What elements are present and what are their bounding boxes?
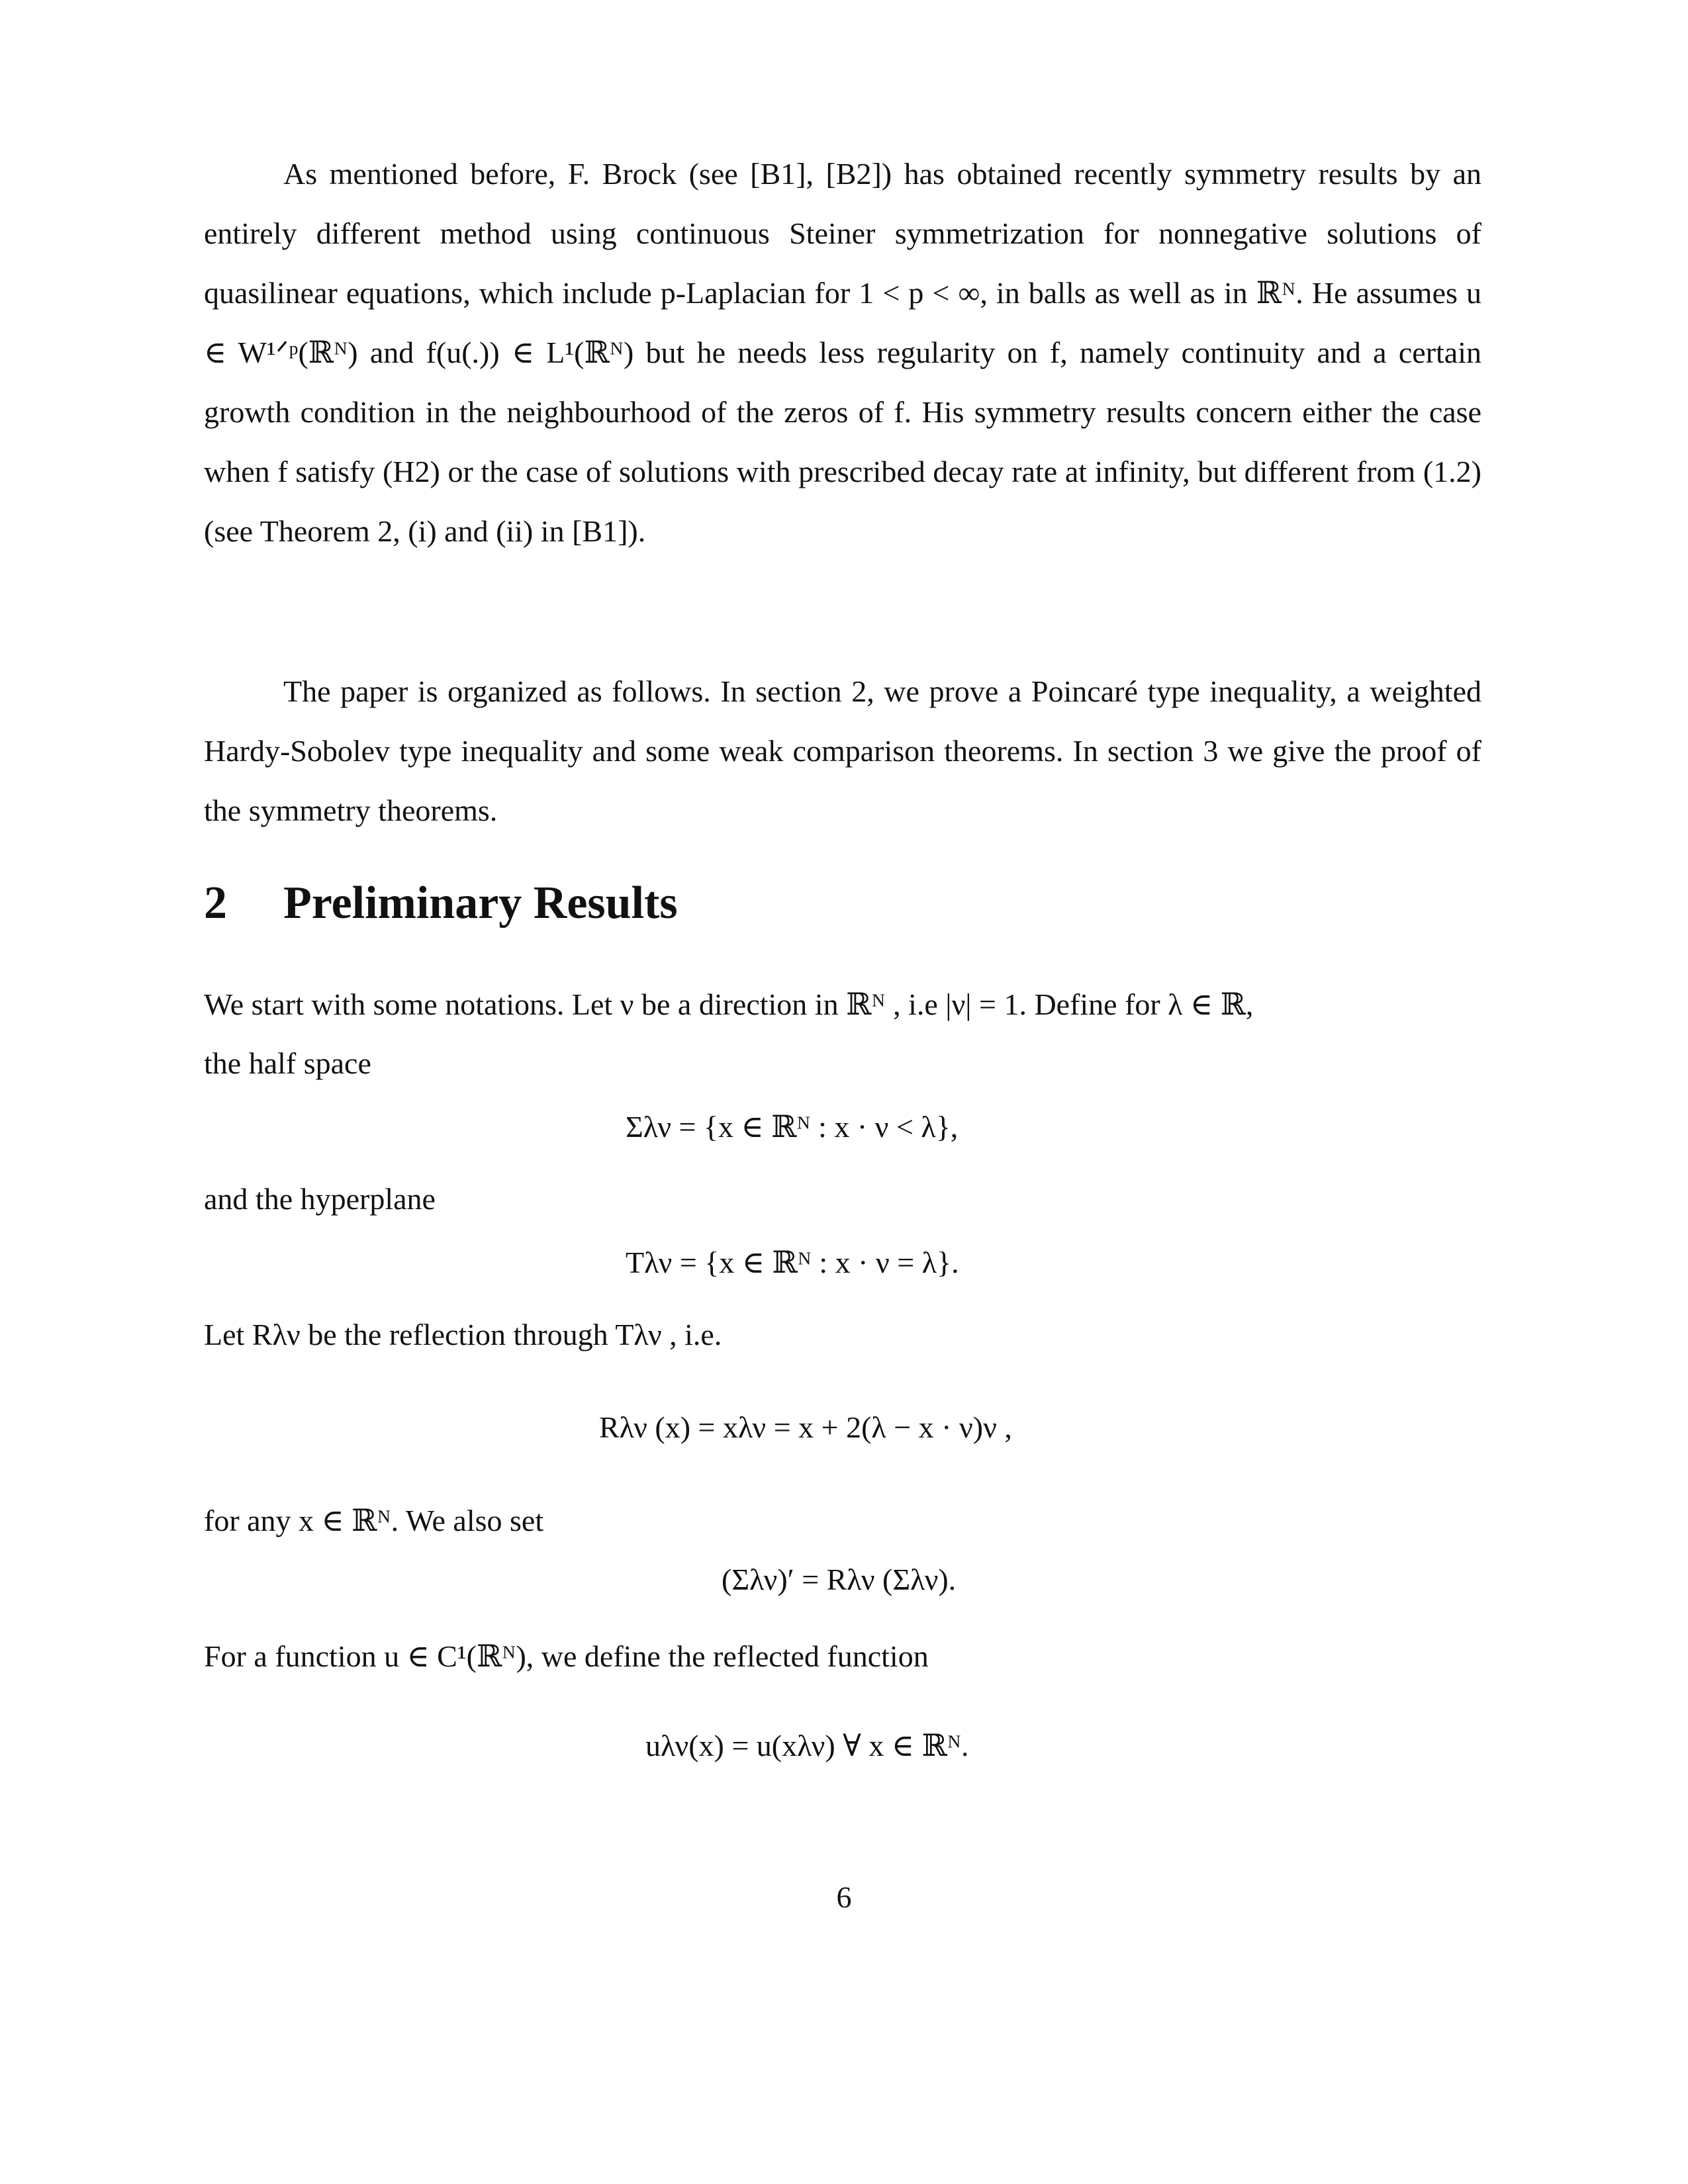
equation-reflected-function: uλν(x) = u(xλν) ∀ x ∈ ℝᴺ. bbox=[645, 1729, 969, 1762]
paragraph-organization bbox=[204, 662, 1481, 841]
page-number: 6 bbox=[836, 1880, 852, 1914]
text-for-any: for any x ∈ ℝᴺ. We also set bbox=[204, 1504, 544, 1537]
equation-hyperplane: Tλν = {x ∈ ℝᴺ : x · ν = λ}. bbox=[626, 1246, 959, 1279]
section-number: 2 bbox=[204, 878, 227, 929]
equation-reflection: Rλν (x) = xλν = x + 2(λ − x · ν)ν , bbox=[599, 1410, 1012, 1444]
text-reflected-function: For a function u ∈ C¹(ℝᴺ), we define the reflected function bbox=[204, 1639, 929, 1673]
section-heading bbox=[204, 877, 678, 930]
paragraph-text: As mentioned before, F. Brock (see [B1], [B2]) has obtained recently symmetry results by an entirely different method using continuous Steiner symmetrization for nonnegative solutions of quasilinear equations, which include p-Laplacian for 1 < p < ∞, in balls as well as in ℝᴺ. He assumes u ∈ W¹ᐟᵖ(ℝᴺ) and f(u(.)) ∈ L¹(ℝᴺ) but he needs less regularity on f, namely continuity and a certain growth condition in the neighbourhood of the zeros of f. His symmetry results concern either the case when f satisfy (H2) or the case of solutions with prescribed decay rate at infinity, but different from (1.2) (see Theorem 2, (i) and (ii) in [B1]). bbox=[204, 157, 1481, 548]
section-title: Preliminary Results bbox=[283, 878, 678, 929]
intro-line-2: the half space bbox=[204, 1046, 371, 1080]
text-reflection: Let Rλν be the reflection through Tλν , i.e. bbox=[204, 1318, 722, 1351]
paragraph-brock-results bbox=[204, 144, 1481, 561]
intro-line-1: We start with some notations. Let ν be a direction in ℝᴺ , i.e |ν| = 1. Define for λ ∈ ℝ, bbox=[204, 987, 1254, 1021]
paragraph-text: The paper is organized as follows. In section 2, we prove a Poincaré type inequality, a weighted Hardy-Sobolev type inequality and some weak comparison theorems. In section 3 we give the proof of the symmetry theorems. bbox=[204, 674, 1481, 827]
equation-reflected-half-space: (Σλν)′ = Rλν (Σλν). bbox=[722, 1563, 957, 1596]
text-and-hyperplane: and the hyperplane bbox=[204, 1182, 436, 1216]
equation-half-space: Σλν = {x ∈ ℝᴺ : x · ν < λ}, bbox=[626, 1110, 959, 1144]
